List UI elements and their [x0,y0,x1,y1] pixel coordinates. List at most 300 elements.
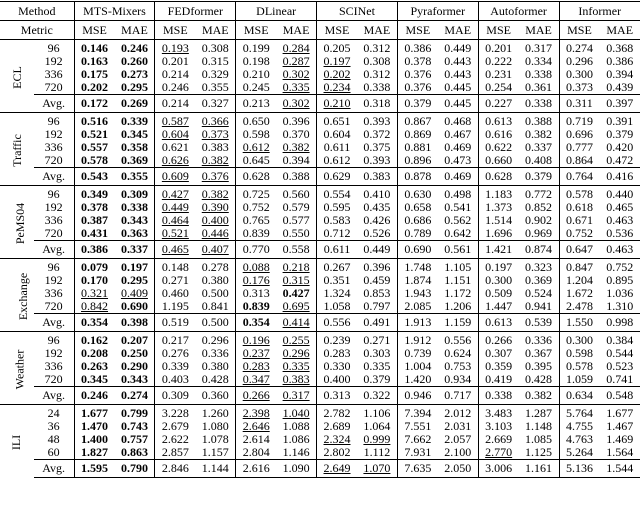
avg-value-cell: 0.556 [317,314,357,332]
value-cell: 0.902 [525,214,553,227]
avg-value-cell: 0.463 [599,241,640,259]
avg-value-cell: 0.246 [74,387,114,405]
value-cell: 0.339 [155,360,195,373]
value-cell: 0.578 [559,186,599,202]
table-row [0,128,640,141]
value-cell: 0.536 [606,227,634,240]
dataset-label [0,405,34,478]
value-cell: 0.799 [114,405,154,421]
results-table [0,1,640,478]
value-cell: 0.380 [201,360,229,373]
avg-row [0,387,640,405]
avg-value-cell: 0.309 [155,387,195,405]
value-cell: 2.804 [236,446,276,460]
value-cell: 0.197 [114,259,154,275]
value-cell: 0.719 [559,113,599,129]
value-cell: 0.842 [74,300,114,314]
avg-value-cell: 0.613 [478,314,518,332]
metric-mse: MSE [559,21,599,40]
value-cell: 1.036 [606,287,634,300]
value-cell: 0.382 [201,154,229,167]
value-cell: 0.296 [559,55,599,68]
value-cell: 0.431 [74,227,114,241]
value-cell: 2.478 [559,300,599,314]
value-cell: 1.467 [606,420,634,433]
value-cell: 0.612 [236,141,276,154]
avg-value-cell: 0.770 [236,241,276,259]
metric-header-row [0,21,640,40]
value-cell: 0.337 [525,141,553,154]
avg-value-cell: 0.500 [195,314,235,332]
horizon-cell: 720 [44,300,63,313]
table-row [0,214,640,227]
avg-value-cell: 0.354 [236,314,276,332]
avg-value-cell: 0.214 [155,95,195,113]
value-cell: 0.267 [317,259,357,275]
value-cell: 0.205 [317,40,357,56]
metric-mse: MSE [74,21,114,40]
value-cell: 0.384 [599,332,640,348]
avg-value-cell: 0.213 [236,95,276,113]
table-row [0,433,640,446]
value-cell: 0.394 [282,154,310,167]
value-cell: 5.264 [559,446,599,460]
dataset-name: Traffic [9,133,24,167]
avg-value-cell: 0.383 [357,168,397,186]
value-cell: 0.382 [525,128,553,141]
table-row [0,300,640,314]
horizon-cell: 48 [47,433,60,446]
value-cell: 0.315 [201,55,229,68]
value-cell: 0.334 [525,55,553,68]
avg-value-cell: 0.998 [599,314,640,332]
value-cell: 0.408 [525,154,553,167]
metric-mae: MAE [438,21,478,40]
avg-value-cell: 0.397 [599,95,640,113]
value-cell: 0.869 [397,128,437,141]
value-cell: 0.290 [120,360,148,373]
avg-value-cell: 0.539 [519,314,559,332]
value-cell: 1.064 [363,420,391,433]
value-cell: 0.278 [195,259,235,275]
metric-mae: MAE [276,21,316,40]
value-cell: 0.382 [195,186,235,202]
value-cell: 0.383 [282,373,310,386]
value-cell: 1.151 [444,274,472,287]
value-cell: 0.308 [363,55,391,68]
value-cell: 0.231 [478,68,518,81]
value-cell: 0.218 [276,259,316,275]
value-cell: 0.881 [397,141,437,154]
value-cell: 0.198 [236,55,276,68]
value-cell: 0.841 [201,300,229,313]
avg-value-cell: 0.790 [114,460,154,478]
value-cell: 2.679 [155,420,195,433]
value-cell: 3.228 [155,405,195,421]
value-cell: 0.521 [155,227,195,241]
value-cell: 0.335 [363,360,391,373]
avg-row [0,314,640,332]
table-row [0,259,640,275]
avg-value-cell: 1.161 [519,460,559,478]
value-cell: 0.386 [397,40,437,56]
value-cell: 0.409 [120,287,148,300]
value-cell: 2.031 [444,420,472,433]
horizon-cell: 96 [34,186,74,202]
method-header-row [0,2,640,21]
value-cell: 0.753 [444,360,472,373]
value-cell: 0.295 [120,81,148,94]
value-cell: 0.388 [519,113,559,129]
value-cell: 0.498 [438,186,478,202]
value-cell: 2.782 [317,405,357,421]
table-row [0,81,640,95]
value-cell: 0.671 [559,214,599,227]
value-cell: 2.669 [478,433,518,446]
value-cell: 0.176 [236,274,276,287]
value-cell: 2.689 [317,420,357,433]
value-cell: 0.335 [282,81,310,94]
value-cell: 7.931 [397,446,437,460]
model-header: MTS-Mixers [74,2,155,21]
value-cell: 2.324 [317,433,357,446]
value-cell: 1.106 [357,405,397,421]
value-cell: 0.428 [201,373,229,386]
value-cell: 0.307 [478,347,518,360]
value-cell: 0.260 [120,55,148,68]
value-cell: 1.206 [444,300,472,313]
value-cell: 0.343 [120,214,148,227]
metric-label: Metric [0,21,74,40]
value-cell: 0.556 [438,332,478,348]
value-cell: 1.088 [282,420,310,433]
horizon-cell: 36 [47,420,60,433]
value-cell: 0.387 [74,214,114,227]
value-cell: 0.382 [282,141,310,154]
value-cell: 0.300 [559,68,599,81]
value-cell: 0.146 [74,40,114,56]
value-cell: 0.472 [606,154,634,167]
value-cell: 0.739 [397,347,437,360]
value-cell: 0.234 [317,81,357,95]
value-cell: 0.741 [606,373,634,386]
value-cell: 0.469 [444,141,472,154]
value-cell: 0.296 [282,347,310,360]
avg-value-cell: 0.717 [438,387,478,405]
dataset-name: PeMS04 [13,202,28,244]
avg-value-cell: 0.690 [397,241,437,259]
avg-value-cell: 2.616 [236,460,276,478]
value-cell: 0.201 [478,40,518,56]
value-cell: 0.283 [317,347,357,360]
value-cell: 7.662 [397,433,437,446]
value-cell: 0.396 [276,113,316,129]
avg-value-cell: 0.561 [438,241,478,259]
value-cell: 0.613 [478,113,518,129]
value-cell: 0.598 [236,128,276,141]
value-cell: 0.521 [74,128,114,141]
value-cell: 0.752 [559,227,599,241]
value-cell: 0.390 [201,201,229,214]
avg-value-cell: 0.469 [438,168,478,186]
table-row [0,332,640,348]
value-cell: 0.440 [599,186,640,202]
value-cell: 1.172 [444,287,472,300]
avg-value-cell: 0.327 [195,95,235,113]
value-cell: 0.197 [478,259,518,275]
value-cell: 0.338 [363,81,391,94]
table-row [0,360,640,373]
value-cell: 0.752 [599,259,640,275]
avg-value-cell: 0.338 [478,387,518,405]
value-cell: 0.255 [276,332,316,348]
value-cell: 0.645 [236,154,276,168]
value-cell: 0.321 [74,287,114,300]
avg-value-cell: 1.550 [559,314,599,332]
avg-value-cell: 0.355 [114,168,154,186]
avg-value-cell: 0.414 [276,314,316,332]
value-cell: 0.604 [317,128,357,141]
value-cell: 0.312 [357,40,397,56]
value-cell: 0.369 [120,154,148,167]
table-row [0,274,640,287]
value-cell: 0.315 [282,274,310,287]
value-cell: 0.752 [236,201,276,214]
value-cell: 1.287 [519,405,559,421]
avg-value-cell: 0.269 [114,95,154,113]
horizon-cell: 336 [44,68,63,81]
dataset-label [0,259,34,332]
value-cell: 0.465 [606,201,634,214]
model-header: DLinear [236,2,317,21]
table-row [0,68,640,81]
table-row [0,113,640,129]
value-cell: 1.324 [317,287,357,300]
value-cell: 0.765 [236,214,276,227]
value-cell: 1.059 [559,373,599,387]
value-cell: 0.343 [120,373,148,386]
value-cell: 0.420 [606,141,634,154]
value-cell: 0.391 [599,113,640,129]
avg-value-cell: 0.337 [114,241,154,259]
value-cell: 0.079 [74,259,114,275]
value-cell: 0.428 [525,373,553,386]
value-cell: 0.237 [236,347,276,360]
avg-row [0,95,640,113]
avg-label: Avg. [34,95,74,113]
avg-value-cell: 1.144 [195,460,235,478]
horizon-cell: 336 [44,141,63,154]
value-cell: 0.839 [236,300,276,314]
value-cell: 0.460 [155,287,195,300]
value-cell: 0.712 [317,227,357,241]
avg-value-cell: 0.302 [276,95,316,113]
value-cell: 0.526 [363,227,391,240]
avg-value-cell: 1.070 [357,460,397,478]
value-cell: 0.468 [438,113,478,129]
value-cell: 0.852 [525,201,553,214]
value-cell: 0.338 [525,68,553,81]
avg-row [0,241,640,259]
value-cell: 0.266 [478,332,518,348]
value-cell: 1.040 [276,405,316,421]
avg-value-cell: 0.764 [559,168,599,186]
value-cell: 0.193 [155,40,195,56]
value-cell: 1.400 [74,433,114,446]
horizon-cell: 720 [44,373,63,386]
value-cell: 0.562 [444,214,472,227]
value-cell: 0.370 [282,128,310,141]
value-cell: 0.376 [397,68,437,81]
table-row [0,186,640,202]
value-cell: 0.283 [236,360,276,373]
value-cell: 1.204 [559,274,599,287]
value-cell: 0.439 [606,81,634,94]
value-cell: 0.651 [317,113,357,129]
model-header: Pyraformer [397,2,478,21]
value-cell: 0.330 [317,360,357,373]
value-cell: 1.105 [438,259,478,275]
avg-label: Avg. [34,387,74,405]
value-cell: 0.366 [195,113,235,129]
value-cell: 0.757 [120,433,148,446]
dataset-name: Exchange [16,272,31,320]
value-cell: 0.349 [74,186,114,202]
value-cell: 0.969 [525,227,553,240]
value-cell: 0.239 [317,332,357,348]
avg-row [0,168,640,186]
value-cell: 2.770 [478,446,518,460]
table-row [0,55,640,68]
value-cell: 0.295 [120,274,148,287]
avg-value-cell: 0.376 [195,168,235,186]
value-cell: 0.622 [478,141,518,154]
avg-value-cell: 0.379 [519,168,559,186]
value-cell: 1.672 [559,287,599,300]
results-table-body [0,2,640,478]
value-cell: 0.618 [559,201,599,214]
value-cell: 1.148 [525,420,553,433]
value-cell: 0.355 [201,81,229,94]
value-cell: 0.394 [606,68,634,81]
value-cell: 0.934 [444,373,472,386]
value-cell: 1.183 [478,186,518,202]
metric-mse: MSE [397,21,437,40]
avg-value-cell: 0.354 [74,314,114,332]
value-cell: 0.375 [363,141,391,154]
table-row [0,227,640,241]
value-cell: 0.658 [397,201,437,214]
avg-label: Avg. [34,168,74,186]
value-cell: 0.373 [201,128,229,141]
value-cell: 0.612 [317,154,357,168]
value-cell: 0.604 [155,128,195,141]
value-cell: 0.743 [120,420,148,433]
value-cell: 5.764 [559,405,599,421]
horizon-cell: 192 [44,55,63,68]
value-cell: 0.383 [201,141,229,154]
avg-value-cell: 0.874 [519,241,559,259]
value-cell: 0.863 [120,446,148,459]
table-row [0,287,640,300]
horizon-cell: 336 [44,360,63,373]
avg-value-cell: 0.318 [357,95,397,113]
avg-value-cell: 0.386 [74,241,114,259]
table-row [0,405,640,421]
avg-value-cell: 2.649 [317,460,357,478]
value-cell: 0.400 [201,214,229,227]
value-cell: 0.287 [282,55,310,68]
horizon-cell: 720 [44,227,63,240]
value-cell: 2.857 [155,446,195,460]
value-cell: 0.336 [519,332,559,348]
value-cell: 0.210 [236,68,276,81]
avg-value-cell: 0.210 [317,95,357,113]
value-cell: 0.317 [519,40,559,56]
value-cell: 0.459 [363,274,391,287]
value-cell: 0.368 [599,40,640,56]
horizon-cell: 192 [44,274,63,287]
value-cell: 0.449 [438,40,478,56]
value-cell: 0.427 [155,186,195,202]
value-cell: 2.614 [236,433,276,446]
value-cell: 0.509 [478,287,518,300]
value-cell: 0.864 [559,154,599,168]
avg-value-cell: 0.449 [357,241,397,259]
avg-value-cell: 0.379 [397,95,437,113]
avg-value-cell: 0.407 [195,241,235,259]
metric-mse: MSE [317,21,357,40]
value-cell: 0.524 [525,287,553,300]
dataset-label [0,113,34,186]
value-cell: 0.587 [155,113,195,129]
avg-value-cell: 1.544 [599,460,640,478]
value-cell: 0.541 [444,201,472,214]
avg-value-cell: 0.416 [599,168,640,186]
value-cell: 1.112 [363,446,391,459]
value-cell: 1.677 [599,405,640,421]
avg-label: Avg. [34,241,74,259]
value-cell: 0.426 [363,214,391,227]
avg-value-cell: 2.050 [438,460,478,478]
avg-value-cell: 3.006 [478,460,518,478]
avg-value-cell: 0.398 [114,314,154,332]
value-cell: 0.516 [74,113,114,129]
value-cell: 1.748 [397,259,437,275]
value-cell: 0.403 [155,373,195,387]
value-cell: 1.373 [478,201,518,214]
value-cell: 0.386 [606,55,634,68]
value-cell: 1.874 [397,274,437,287]
value-cell: 0.544 [606,347,634,360]
value-cell: 1.827 [74,446,114,460]
value-cell: 3.103 [478,420,518,433]
model-header: Autoformer [478,2,559,21]
value-cell: 0.271 [155,274,195,287]
value-cell: 0.393 [357,113,397,129]
avg-value-cell: 0.878 [397,168,437,186]
value-cell: 0.345 [74,373,114,387]
value-cell: 0.296 [195,332,235,348]
value-cell: 0.443 [444,68,472,81]
horizon-cell: 96 [34,40,74,56]
dataset-name: ILI [9,434,24,450]
avg-row [0,460,640,478]
metric-mae: MAE [357,21,397,40]
value-cell: 0.379 [606,128,634,141]
value-cell: 0.523 [606,360,634,373]
value-cell: 0.363 [120,227,148,240]
